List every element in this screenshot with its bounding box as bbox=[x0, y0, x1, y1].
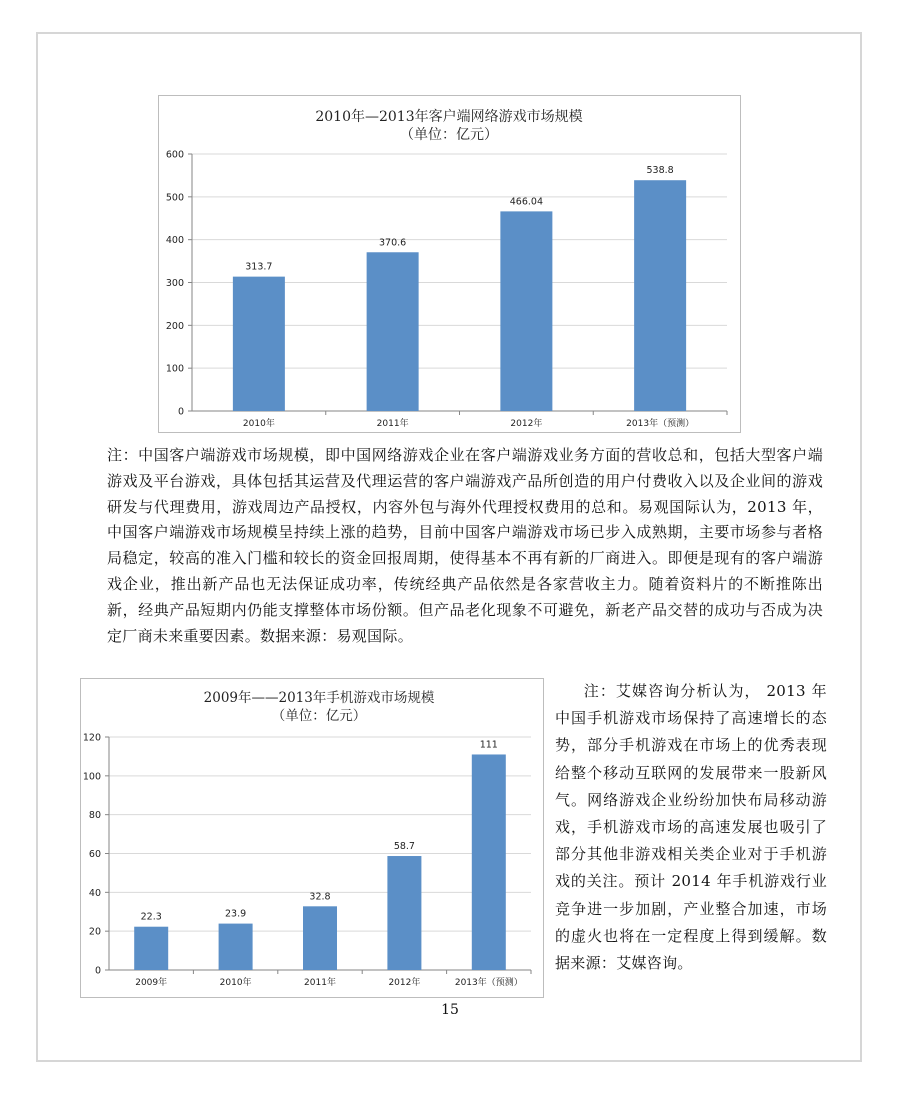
chart2-bar bbox=[134, 927, 168, 970]
chart2-x-tick-label: 2010年 bbox=[219, 978, 252, 988]
chart1-x-tick-label: 2013年（预测） bbox=[626, 419, 695, 429]
chart2-x-tick-label: 2009年 bbox=[135, 978, 168, 988]
chart1-x-tick-label: 2012年 bbox=[510, 419, 543, 429]
chart2-x-tick-label: 2012年 bbox=[388, 978, 421, 988]
chart1-bar bbox=[634, 180, 686, 411]
mobile-game-chart-svg bbox=[81, 679, 543, 997]
chart1-data-label: 370.6 bbox=[379, 237, 407, 249]
chart1-y-tick-label: 500 bbox=[165, 192, 184, 204]
chart1-bar bbox=[367, 252, 419, 411]
chart1-subtitle: （单位：亿元） bbox=[400, 127, 498, 143]
chart1-data-label: 538.8 bbox=[646, 165, 674, 177]
chart2-y-tick-label: 40 bbox=[88, 887, 101, 899]
note-client-game bbox=[107, 443, 823, 649]
chart1-data-label: 466.04 bbox=[509, 196, 543, 208]
chart2-y-tick-label: 0 bbox=[94, 965, 101, 977]
chart1-y-tick-label: 600 bbox=[165, 149, 184, 161]
chart1-y-tick-label: 400 bbox=[165, 235, 184, 247]
client-game-chart-svg bbox=[159, 96, 740, 432]
chart1-data-label: 313.7 bbox=[245, 261, 273, 273]
chart2-data-label: 32.8 bbox=[309, 891, 331, 903]
chart1-bar bbox=[233, 277, 285, 411]
chart2-y-tick-label: 100 bbox=[82, 771, 101, 783]
chart1-x-tick-label: 2010年 bbox=[242, 419, 275, 429]
chart1-y-tick-label: 0 bbox=[177, 406, 184, 418]
chart1-title: 2010年—2013年客户端网络游戏市场规模 bbox=[315, 109, 583, 125]
chart2-y-tick-label: 20 bbox=[88, 926, 101, 938]
chart1-x-tick-label: 2011年 bbox=[376, 419, 409, 429]
chart2-y-tick-label: 80 bbox=[88, 810, 101, 822]
chart2-data-label: 111 bbox=[479, 739, 498, 751]
chart2-bar bbox=[303, 906, 337, 970]
page-number: 15 bbox=[441, 1002, 459, 1018]
note-mobile-game bbox=[555, 678, 827, 977]
chart1-y-tick-label: 100 bbox=[165, 363, 184, 375]
mobile-game-market-chart bbox=[80, 678, 544, 998]
chart2-bar bbox=[219, 924, 253, 970]
chart2-data-label: 23.9 bbox=[225, 908, 247, 920]
client-game-market-chart bbox=[158, 95, 741, 433]
chart1-y-tick-label: 300 bbox=[165, 278, 184, 289]
chart2-y-tick-label: 60 bbox=[88, 849, 101, 860]
chart2-x-tick-label: 2011年 bbox=[304, 978, 336, 988]
chart2-data-label: 58.7 bbox=[393, 841, 415, 853]
chart2-data-label: 22.3 bbox=[140, 911, 162, 923]
chart1-bar bbox=[500, 211, 552, 411]
note-mobile-game-text: 注：艾媒咨询分析认为， 2013 年中国手机游戏市场保持了高速增长的态势，部分手机游戏在市场上的优秀表现给整个移动互联网的发展带来一股新风气。网络游戏企业纷纷加快布局移动游戏，手机游戏市场的高速发展也吸引了部分其他非游戏相关类企业对于手机游戏的关注。预计 2014 年手机游戏行业竞争进一步加剧，产业整合加速，市场的虚火也将在一定程度上得到缓解。数据来源：艾媒咨询。 bbox=[555, 682, 827, 973]
chart1-y-tick-label: 200 bbox=[165, 320, 184, 332]
chart2-bar bbox=[387, 856, 421, 970]
chart2-subtitle: （单位：亿元） bbox=[271, 708, 367, 724]
chart2-y-tick-label: 120 bbox=[82, 732, 101, 744]
note-client-game-text: 注：中国客户端游戏市场规模，即中国网络游戏企业在客户端游戏业务方面的营收总和，包括大型客户端游戏及平台游戏，具体包括其运营及代理运营的客户端游戏产品所创造的用户付费收入以及企业间的游戏研发与代理费用，游戏周边产品授权，内容外包与海外代理授权费用的总和。易观国际认为，2013 年，中国客户端游戏市场规模呈持续上涨的趋势，目前中国客户端游戏市场已步入成熟期，主要市场参与者格局稳定，较高的准入门槛和较长的资金回报周期，使得基本不再有新的厂商进入。即便是现有的客户端游戏企业，推出新产品也无法保证成功率，传统经典产品依然是各家营收主力。随着资料片的不断推陈出新，经典产品短期内仍能支撑整体市场份额。但产品老化现象不可避免，新老产品交替的成功与否成为决定厂商未来重要因素。数据来源：易观国际。 bbox=[107, 446, 823, 645]
chart2-x-tick-label: 2013年（预测） bbox=[454, 978, 523, 988]
chart2-bar bbox=[472, 754, 506, 970]
chart2-title: 2009年——2013年手机游戏市场规模 bbox=[203, 690, 435, 706]
